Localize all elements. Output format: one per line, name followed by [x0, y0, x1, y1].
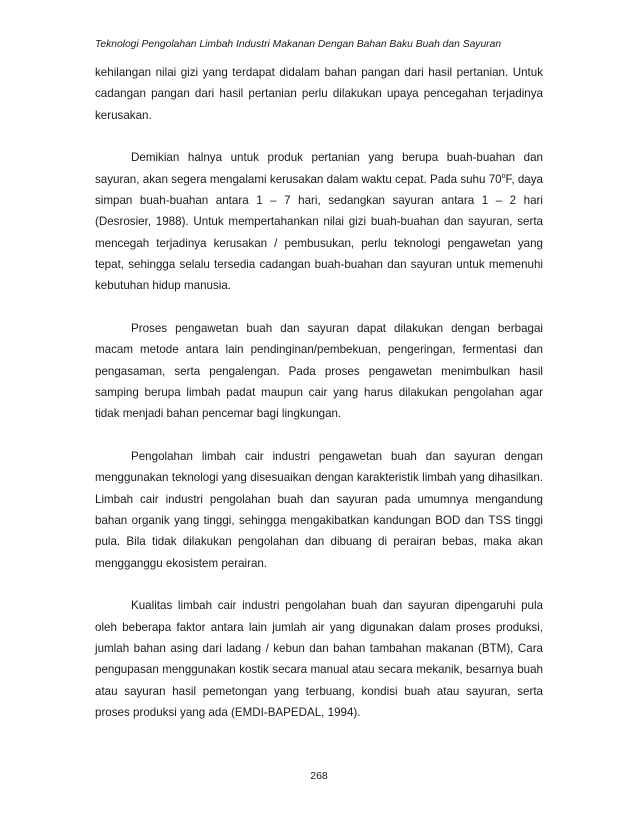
paragraph-4: Pengolahan limbah cair industri pengawetan buah dan sayuran dengan menggunakan teknologi yang disesuaikan dengan karakteristik limbah yang dihasilkan. Limbah cair industri pengolahan buah dan sayuran pada umumnya mengandung bahan organik yang tinggi, sehingga mengakibatkan kandungan BOD dan TSS tinggi pula. Bila tidak dilakukan pengolahan dan dibuang di perairan bebas, maka akan mengganggu ekosistem perairan. [95, 450, 543, 570]
body-text [95, 62, 543, 723]
paragraph-2-text-a: Demikian halnya untuk produk pertanian yang berupa buah-buahan dan sayuran, akan segera mengalami kerusakan dalam waktu cepat. Pada suhu 70 [95, 151, 543, 186]
paragraph-1: kehilangan nilai gizi yang terdapat didalam bahan pangan dari hasil pertanian. Untuk cadangan pangan dari hasil pertanian perlu dilakukan upaya pencegahan terjadinya kerusakan. [95, 66, 543, 122]
page-number: 268 [310, 770, 328, 782]
paragraph-3: Proses pengawetan buah dan sayuran dapat dilakukan dengan berbagai macam metode antara lain pendinginan/pembekuan, pengeringan, fermentasi dan pengasaman, serta pengalengan. Pada proses pengawetan menimbulkan hasil samping berupa limbah padat maupun cair yang harus dilakukan pengolahan agar tidak menjadi bahan pencemar bagi lingkungan. [95, 322, 543, 421]
running-header: Teknologi Pengolahan Limbah Industri Makanan Dengan Bahan Baku Buah dan Sayuran [95, 39, 502, 50]
paragraph-5: Kualitas limbah cair industri pengolahan buah dan sayuran dipengaruhi pula oleh beberapa faktor antara lain jumlah air yang digunakan dalam proses produksi, jumlah bahan asing dari ladang / kebun dan bahan tambahan makanan (BTM), Cara pengupasan menggunakan kostik secara manual atau secara mekanik, besarnya buah atau sayuran hasil pemetongan yang terbuang, kondisi buah atau sayuran, serta proses produksi yang ada (EMDI-BAPEDAL, 1994). [95, 599, 543, 720]
degree-superscript: o [501, 172, 506, 180]
paragraph-2-text-b: F, daya simpan buah-buahan antara 1 – 7 hari, sedangkan sayuran antara 1 – 2 hari (Desrosier, 1988). Untuk mempertahankan nilai gizi buah-buahan dan sayuran, serta mencegah terjadinya kerusakan / pembusukan, perlu teknologi pengawetan yang tepat, sehingga selalu tersedia cadangan buah-buahan dan sayuran untuk memenuhi kebutuhan hidup manusia. [95, 172, 543, 293]
paragraph-2 [95, 147, 543, 296]
